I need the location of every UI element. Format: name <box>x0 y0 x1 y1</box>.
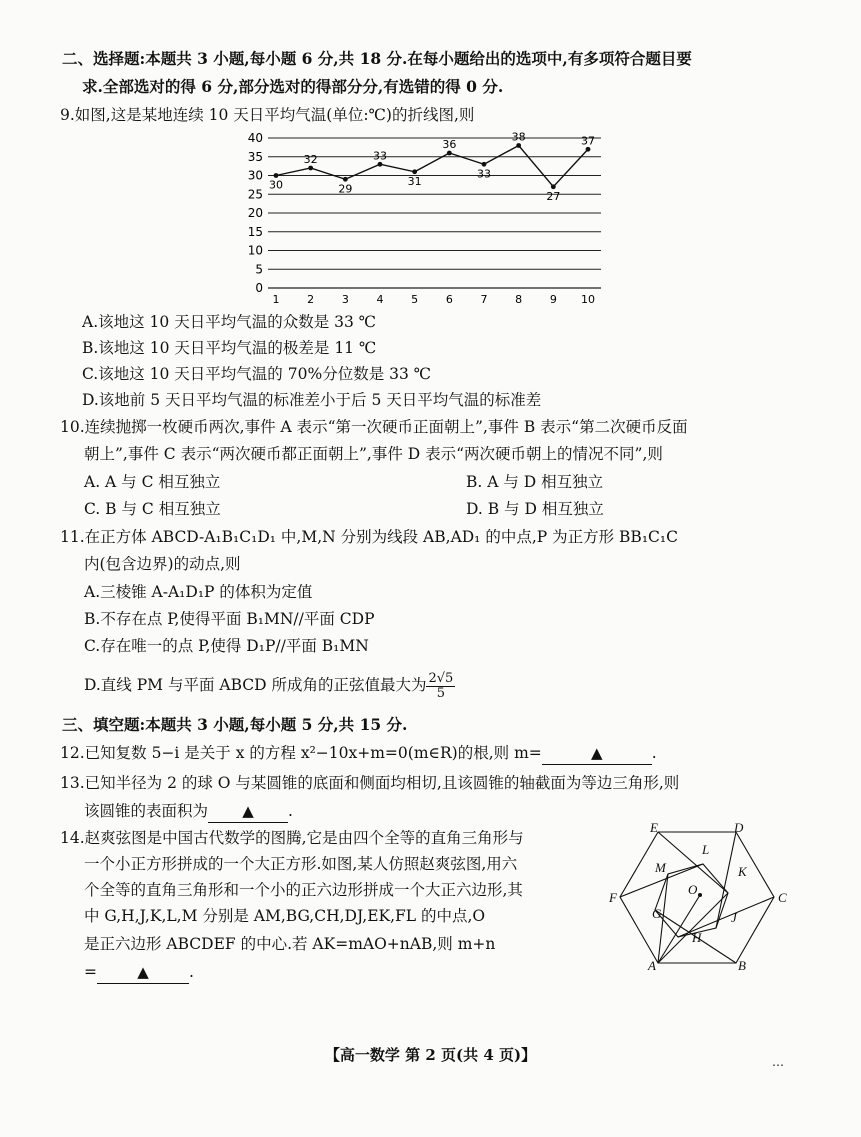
data-point <box>274 173 279 178</box>
q12-line <box>60 742 657 765</box>
q11-option-d-text: D.直线 PM 与平面 ABCD 所成角的正弦值最大为 <box>84 676 427 694</box>
q14-line4: 中 G,H,J,K,L,M 分别是 AM,BG,CH,DJ,EK,FL 的中点,O <box>84 907 486 925</box>
data-label: 32 <box>303 153 318 166</box>
data-label: 33 <box>373 149 387 163</box>
q10-option-d: D. B 与 D 相互独立 <box>466 500 604 518</box>
data-label: 36 <box>442 138 457 151</box>
section3-title: 三、填空题:本题共 3 小题,每小题 5 分,共 15 分. <box>62 715 408 734</box>
data-point <box>482 162 487 167</box>
center-point-o <box>698 893 702 897</box>
q13-end: . <box>288 802 293 820</box>
hexagon-figure <box>608 820 798 970</box>
chart-series-line <box>276 146 588 187</box>
q10-option-c: C. B 与 C 相互独立 <box>84 500 221 518</box>
y-tick-label: 40 <box>247 131 263 145</box>
inner-hexagon <box>655 864 728 937</box>
x-tick-label: 6 <box>445 293 453 306</box>
label-a: A <box>648 958 656 970</box>
y-tick-label: 30 <box>247 168 263 183</box>
label-d: D <box>734 820 744 835</box>
data-point <box>586 147 591 152</box>
label-j: J <box>731 910 737 925</box>
q13-line1: 13.已知半径为 2 的球 O 与某圆锥的底面和侧面均相切,且该圆锥的轴截面为等边三角形,则 <box>60 774 680 792</box>
q13-line2 <box>84 800 293 823</box>
q12-text: 12.已知复数 5−i 是关于 x 的方程 x²−10x+m=0(m∈R)的根,则 m= <box>60 744 542 762</box>
temperature-line-chart <box>226 128 606 308</box>
label-b: B <box>738 958 746 970</box>
q10-option-b: B. A 与 D 相互独立 <box>466 473 604 491</box>
label-e: E <box>650 820 658 835</box>
q11-option-a: A.三棱锥 A-A₁D₁P 的体积为定值 <box>84 583 313 601</box>
data-point <box>378 162 383 167</box>
label-h: H <box>692 930 702 945</box>
x-tick-label: 4 <box>376 293 384 306</box>
q11-option-b: B.不存在点 P,使得平面 B₁MN//平面 CDP <box>84 610 375 628</box>
y-tick-label: 20 <box>247 206 263 220</box>
data-label: 38 <box>511 130 526 144</box>
q9-option-d: D.该地前 5 天日平均气温的标准差小于后 5 天日平均气温的标准差 <box>82 391 542 409</box>
q14-line6 <box>84 961 194 984</box>
x-tick-label: 9 <box>549 293 557 306</box>
blank-marker-icon: ▲ <box>137 963 149 981</box>
data-point <box>447 151 452 156</box>
q11-option-d-fraction <box>426 672 455 701</box>
x-tick-label: 10 <box>581 293 595 306</box>
q14-line1: 14.赵爽弦图是中国古代数学的图腾,它是由四个全等的直角三角形与 <box>60 829 524 847</box>
data-label: 29 <box>338 182 353 196</box>
q14-end: . <box>189 963 194 981</box>
x-tick-label: 3 <box>341 293 349 306</box>
x-tick-label: 5 <box>411 293 419 306</box>
q11-option-c: C.存在唯一的点 P,使得 D₁P//平面 B₁MN <box>84 637 369 655</box>
chart-data-labels <box>269 131 595 203</box>
q14-line5: 是正六边形 ABCDEF 的中心.若 AK=mAO+nAB,则 m+n <box>84 935 496 953</box>
q12-end: . <box>651 744 657 762</box>
label-m: M <box>655 860 666 875</box>
x-tick-label: 7 <box>480 293 488 306</box>
fraction-denominator: 5 <box>436 685 446 701</box>
section2-line2: 求.全部选对的得 6 分,部分选对的得部分分,有选错的得 0 分. <box>82 77 504 96</box>
y-tick-label: 10 <box>247 243 263 258</box>
q14-line2: 一个小正方形拼成的一个大正方形.如图,某人仿照赵爽弦图,用六 <box>84 855 518 873</box>
q12-answer-blank[interactable] <box>542 742 652 765</box>
y-tick-label: 0 <box>255 281 263 295</box>
q14-line3: 个全等的直角三角形和一个小的正六边形拼成一个大正六边形,其 <box>84 881 523 899</box>
blank-marker-icon: ▲ <box>590 744 603 762</box>
data-point <box>516 143 521 148</box>
q11-line1: 11.在正方体 ABCD-A₁B₁C₁D₁ 中,M,N 分别为线段 AB,AD₁ 的中点,P 为正方形 BB₁C₁C <box>60 528 678 546</box>
q14-answer-blank[interactable] <box>97 961 189 984</box>
label-g: G <box>652 906 662 921</box>
data-label: 33 <box>477 167 491 181</box>
y-tick-label: 25 <box>247 187 263 202</box>
data-point <box>308 166 313 171</box>
q10-line2: 朝上”,事件 C 表示“两次硬币都正面朝上”,事件 D 表示“两次硬币朝上的情况不同”,则 <box>84 445 663 463</box>
label-c: C <box>778 890 787 905</box>
q11-line2: 内(包含边界)的动点,则 <box>84 555 241 573</box>
q11-option-d <box>84 670 455 701</box>
q9-stem: 9.如图,这是某地连续 10 天日平均气温(单位:℃)的折线图,则 <box>60 106 475 124</box>
label-l: L <box>702 842 710 857</box>
label-f: F <box>609 890 617 905</box>
page-footer: 【高一数学 第 2 页(共 4 页)】 <box>324 1046 537 1064</box>
y-tick-label: 15 <box>247 224 263 239</box>
data-label: 30 <box>269 178 283 192</box>
data-label: 27 <box>546 189 561 203</box>
label-k: K <box>738 864 747 879</box>
q13-text: 该圆锥的表面积为 <box>84 802 209 820</box>
data-label: 31 <box>407 174 422 188</box>
data-point <box>343 177 348 182</box>
y-tick-label: 35 <box>247 149 263 164</box>
fraction-numerator: 2√5 <box>428 670 454 686</box>
q13-answer-blank[interactable] <box>208 800 288 823</box>
chart-x-ticks <box>273 293 596 306</box>
data-point <box>412 169 417 174</box>
x-tick-label: 8 <box>515 293 523 306</box>
blank-marker-icon: ▲ <box>242 802 254 820</box>
x-tick-label: 1 <box>272 293 280 306</box>
q14-equals: = <box>84 963 97 981</box>
q9-option-c: C.该地这 10 天日平均气温的 70%分位数是 33 ℃ <box>82 365 432 383</box>
data-label: 37 <box>581 134 595 148</box>
q9-option-a: A.该地这 10 天日平均气温的众数是 33 ℃ <box>82 313 377 331</box>
section2-line1: 二、选择题:本题共 3 小题,每小题 6 分,共 18 分.在每小题给出的选项中,有多项符合题目要 <box>62 49 692 68</box>
q10-option-a: A. A 与 C 相互独立 <box>84 473 221 491</box>
q9-option-b: B.该地这 10 天日平均气温的极差是 11 ℃ <box>82 339 377 357</box>
chart-points <box>274 143 591 189</box>
chart-y-ticks <box>248 131 263 295</box>
segment-a-k <box>658 893 728 963</box>
footer-corner-mark: … <box>772 1055 784 1069</box>
x-tick-label: 2 <box>307 293 315 306</box>
label-o: O <box>688 882 698 897</box>
q10-line1: 10.连续抛掷一枚硬币两次,事件 A 表示“第一次硬币正面朝上”,事件 B 表示“第二次硬币反面 <box>60 418 688 436</box>
y-tick-label: 5 <box>255 262 263 277</box>
data-point <box>551 184 556 189</box>
